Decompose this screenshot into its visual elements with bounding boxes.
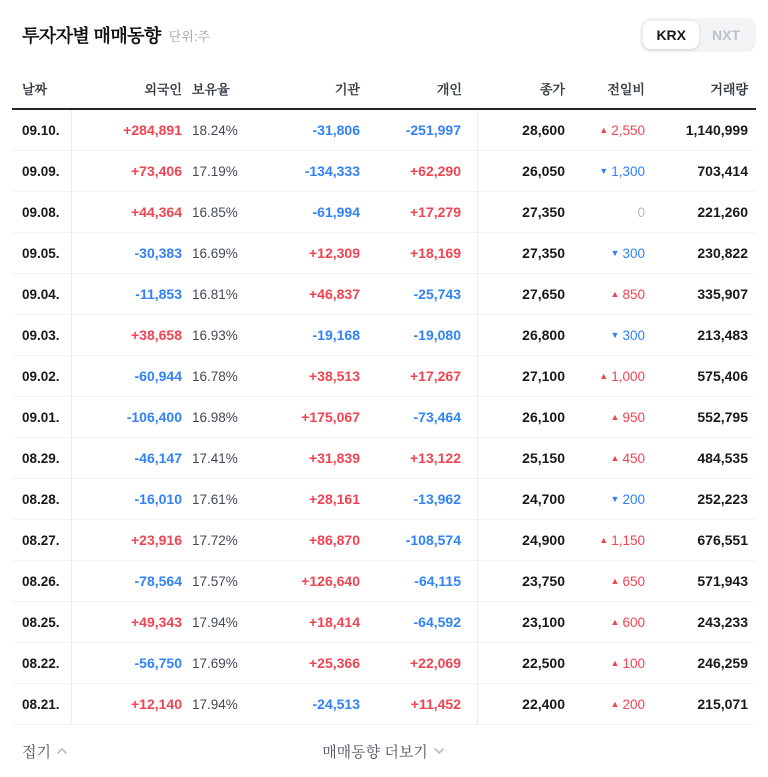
table-row xyxy=(12,110,756,151)
change-value: 600 xyxy=(622,614,645,630)
change-direction-icon: ▲ xyxy=(599,124,609,135)
cell-foreign: -46,147 xyxy=(134,450,182,466)
cell-foreign: +12,140 xyxy=(131,696,182,712)
table-row xyxy=(12,397,756,438)
change-value: 100 xyxy=(622,655,645,671)
cell-individual: -108,574 xyxy=(360,520,478,560)
cell-holding: 16.93% xyxy=(192,327,238,343)
cell-holding: 16.85% xyxy=(192,204,238,220)
show-more-button[interactable] xyxy=(322,741,446,762)
cell-date: 09.09. xyxy=(12,151,72,191)
cell-volume: 230,822 xyxy=(697,245,748,261)
show-more-label: 매매동향 더보기 xyxy=(322,743,428,761)
cell-change xyxy=(565,192,645,232)
table-row xyxy=(12,151,756,192)
cell-close: 24,700 xyxy=(522,491,565,507)
cell-institution: -134,333 xyxy=(304,163,360,179)
cell-institution: +12,309 xyxy=(309,245,360,261)
cell-holding: 16.81% xyxy=(192,286,238,302)
cell-volume: 676,551 xyxy=(697,532,748,548)
table-row xyxy=(12,643,756,684)
cell-individual: +22,069 xyxy=(360,643,478,683)
cell-foreign: +284,891 xyxy=(123,122,182,138)
cell-foreign: -30,383 xyxy=(134,245,182,261)
cell-date: 08.25. xyxy=(12,602,72,642)
cell-date: 09.01. xyxy=(12,397,72,437)
cell-close: 23,750 xyxy=(522,573,565,589)
change-direction-icon: ▼ xyxy=(610,247,620,258)
cell-close: 26,050 xyxy=(522,163,565,179)
cell-individual: -25,743 xyxy=(360,274,478,314)
cell-close: 22,500 xyxy=(522,655,565,671)
cell-individual: -251,997 xyxy=(360,110,478,150)
change-value: 200 xyxy=(622,696,645,712)
cell-date: 09.04. xyxy=(12,274,72,314)
cell-individual: +62,290 xyxy=(360,151,478,191)
cell-foreign: +38,658 xyxy=(131,327,182,343)
cell-institution: +38,513 xyxy=(309,368,360,384)
cell-volume: 213,483 xyxy=(697,327,748,343)
cell-close: 22,400 xyxy=(522,696,565,712)
cell-individual: +18,169 xyxy=(360,233,478,273)
cell-date: 09.03. xyxy=(12,315,72,355)
change-value: 950 xyxy=(622,409,645,425)
cell-date: 09.02. xyxy=(12,356,72,396)
cell-date: 09.10. xyxy=(12,110,72,150)
cell-volume: 252,223 xyxy=(697,491,748,507)
column-header-close: 종가 xyxy=(539,82,565,97)
cell-date: 08.28. xyxy=(12,479,72,519)
cell-close: 27,350 xyxy=(522,204,565,220)
table-row xyxy=(12,520,756,561)
cell-institution: +28,161 xyxy=(309,491,360,507)
cell-holding: 17.94% xyxy=(192,614,238,630)
change-direction-icon: ▲ xyxy=(599,370,609,381)
cell-volume: 571,943 xyxy=(697,573,748,589)
cell-institution: +25,366 xyxy=(309,655,360,671)
cell-institution: -31,806 xyxy=(312,122,360,138)
cell-institution: +126,640 xyxy=(301,573,360,589)
cell-close: 27,350 xyxy=(522,245,565,261)
change-direction-icon: ▼ xyxy=(610,329,620,340)
cell-close: 28,600 xyxy=(522,122,565,138)
page-title: 투자자별 매매동향 xyxy=(22,26,161,46)
column-header-institution: 기관 xyxy=(334,82,360,97)
table-body xyxy=(12,110,756,725)
cell-holding: 17.72% xyxy=(192,532,238,548)
change-value: 450 xyxy=(622,450,645,466)
table-row xyxy=(12,192,756,233)
cell-institution: +18,414 xyxy=(309,614,360,630)
cell-close: 25,150 xyxy=(522,450,565,466)
cell-date: 08.26. xyxy=(12,561,72,601)
cell-foreign: -56,750 xyxy=(134,655,182,671)
cell-date: 08.27. xyxy=(12,520,72,560)
cell-individual: +17,267 xyxy=(360,356,478,396)
table-row xyxy=(12,479,756,520)
change-direction-icon: ▼ xyxy=(610,493,620,504)
change-direction-icon: ▲ xyxy=(599,534,609,545)
cell-holding: 17.19% xyxy=(192,163,238,179)
unit-label: 단위:주 xyxy=(168,28,211,44)
cell-holding: 18.24% xyxy=(192,122,238,138)
table-row xyxy=(12,561,756,602)
cell-foreign: +73,406 xyxy=(131,163,182,179)
change-direction-icon: ▲ xyxy=(610,575,620,586)
cell-volume: 703,414 xyxy=(697,163,748,179)
table-row xyxy=(12,684,756,725)
cell-individual: -13,962 xyxy=(360,479,478,519)
change-direction-icon: ▼ xyxy=(599,165,609,176)
cell-volume: 246,259 xyxy=(697,655,748,671)
cell-institution: +31,839 xyxy=(309,450,360,466)
cell-date: 08.22. xyxy=(12,643,72,683)
cell-foreign: -11,853 xyxy=(135,286,182,302)
table-row xyxy=(12,356,756,397)
cell-close: 26,800 xyxy=(522,327,565,343)
change-value: 300 xyxy=(622,245,645,261)
cell-holding: 17.69% xyxy=(192,655,238,671)
cell-change xyxy=(565,356,645,396)
cell-foreign: +44,364 xyxy=(131,204,182,220)
cell-institution: -24,513 xyxy=(312,696,360,712)
cell-volume: 335,907 xyxy=(697,286,748,302)
collapse-button[interactable] xyxy=(12,741,69,762)
cell-change xyxy=(565,151,645,191)
table-row xyxy=(12,274,756,315)
cell-institution: -19,168 xyxy=(312,327,360,343)
change-value: 200 xyxy=(622,491,645,507)
cell-close: 27,650 xyxy=(522,286,565,302)
panel-footer xyxy=(12,725,756,777)
cell-individual: +13,122 xyxy=(360,438,478,478)
cell-holding: 16.98% xyxy=(192,409,238,425)
cell-volume: 215,071 xyxy=(697,696,748,712)
cell-volume: 484,535 xyxy=(697,450,748,466)
cell-individual: +11,452 xyxy=(360,684,478,724)
cell-foreign: -106,400 xyxy=(126,409,182,425)
cell-holding: 16.78% xyxy=(192,368,238,384)
cell-change xyxy=(565,438,645,478)
cell-volume: 221,260 xyxy=(697,204,748,220)
cell-foreign: -78,564 xyxy=(134,573,182,589)
column-header-volume: 거래량 xyxy=(710,82,748,97)
cell-close: 23,100 xyxy=(522,614,565,630)
cell-change xyxy=(565,274,645,314)
cell-change xyxy=(565,315,645,355)
change-direction-icon: ▲ xyxy=(610,411,620,422)
column-header-change: 전일비 xyxy=(607,82,645,97)
change-value: 850 xyxy=(622,286,645,302)
cell-holding: 17.41% xyxy=(192,450,238,466)
cell-change xyxy=(565,520,645,560)
cell-individual: -19,080 xyxy=(360,315,478,355)
cell-change xyxy=(565,643,645,683)
cell-holding: 17.61% xyxy=(192,491,238,507)
cell-change xyxy=(565,110,645,150)
cell-foreign: +49,343 xyxy=(131,614,182,630)
table-row xyxy=(12,233,756,274)
change-value: 300 xyxy=(622,327,645,343)
cell-change xyxy=(565,684,645,724)
cell-individual: +17,279 xyxy=(360,192,478,232)
cell-institution: +86,870 xyxy=(309,532,360,548)
cell-holding: 17.94% xyxy=(192,696,238,712)
toggle-option-nxt[interactable]: NXT xyxy=(712,27,740,43)
cell-change xyxy=(565,233,645,273)
collapse-label: 접기 xyxy=(22,743,51,761)
panel-header xyxy=(12,0,756,56)
chevron-up-icon xyxy=(55,744,69,758)
cell-date: 08.29. xyxy=(12,438,72,478)
table-row xyxy=(12,438,756,479)
column-header-date: 날짜 xyxy=(22,82,48,97)
cell-institution: +175,067 xyxy=(301,409,360,425)
cell-holding: 17.57% xyxy=(192,573,238,589)
change-value: 1,000 xyxy=(611,368,645,384)
table-row xyxy=(12,315,756,356)
table-header-row xyxy=(12,68,756,110)
table-row xyxy=(12,602,756,643)
column-header-holding: 보유율 xyxy=(192,82,230,97)
cell-date: 09.05. xyxy=(12,233,72,273)
cell-date: 09.08. xyxy=(12,192,72,232)
column-header-foreign: 외국인 xyxy=(144,82,182,97)
cell-individual: -64,592 xyxy=(360,602,478,642)
cell-institution: -61,994 xyxy=(312,204,360,220)
change-value: 2,550 xyxy=(611,122,645,138)
change-value: 1,300 xyxy=(611,163,645,179)
cell-individual: -73,464 xyxy=(360,397,478,437)
change-direction-icon: ▲ xyxy=(610,657,620,668)
cell-foreign: -60,944 xyxy=(134,368,182,384)
chevron-down-icon xyxy=(432,744,446,758)
column-header-individual: 개인 xyxy=(436,82,462,97)
cell-foreign: +23,916 xyxy=(131,532,182,548)
cell-close: 26,100 xyxy=(522,409,565,425)
change-value: 0 xyxy=(637,204,645,220)
change-direction-icon: ▲ xyxy=(610,288,620,299)
cell-holding: 16.69% xyxy=(192,245,238,261)
cell-individual: -64,115 xyxy=(360,561,478,601)
cell-close: 24,900 xyxy=(522,532,565,548)
cell-foreign: -16,010 xyxy=(134,491,182,507)
change-direction-icon: ▲ xyxy=(610,452,620,463)
cell-change xyxy=(565,479,645,519)
toggle-option-krx[interactable]: KRX xyxy=(643,21,699,49)
cell-institution: +46,837 xyxy=(309,286,360,302)
cell-close: 27,100 xyxy=(522,368,565,384)
cell-volume: 1,140,999 xyxy=(685,122,748,138)
cell-change xyxy=(565,561,645,601)
cell-change xyxy=(565,602,645,642)
cell-change xyxy=(565,397,645,437)
change-direction-icon: ▲ xyxy=(610,616,620,627)
cell-volume: 552,795 xyxy=(697,409,748,425)
change-value: 1,150 xyxy=(611,532,645,548)
cell-volume: 575,406 xyxy=(697,368,748,384)
cell-volume: 243,233 xyxy=(697,614,748,630)
change-direction-icon: ▲ xyxy=(610,698,620,709)
cell-date: 08.21. xyxy=(12,684,72,724)
change-value: 650 xyxy=(622,573,645,589)
market-toggle xyxy=(640,18,756,52)
